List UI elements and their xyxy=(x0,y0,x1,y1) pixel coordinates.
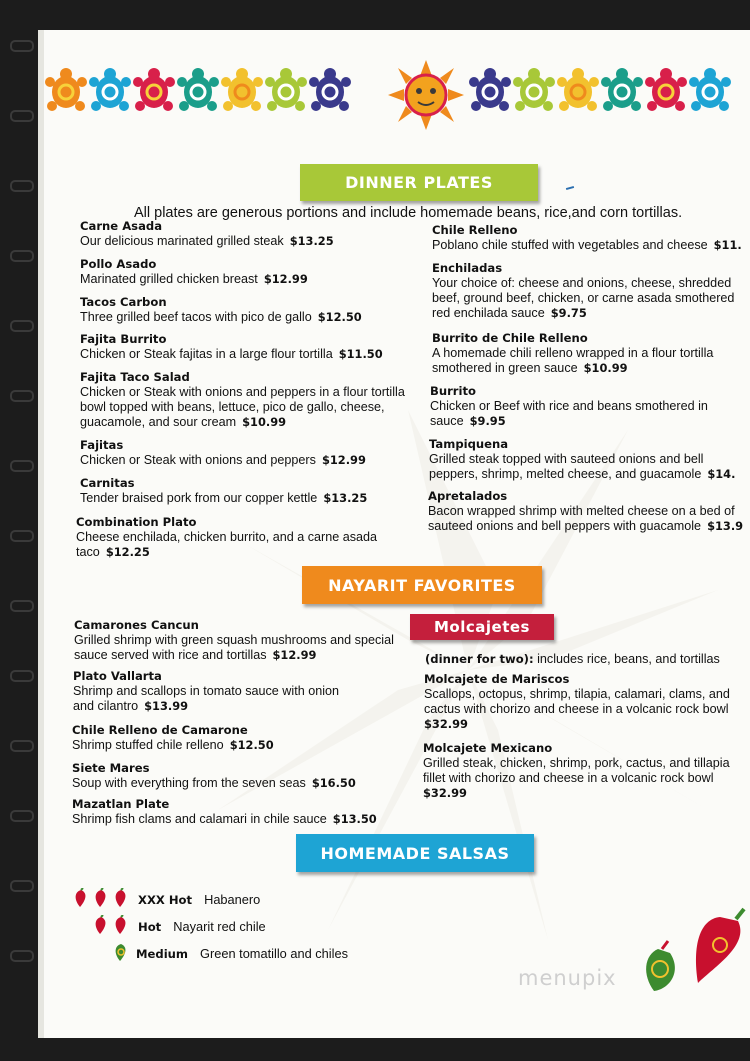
item-name: Fajitas xyxy=(80,438,124,452)
item-desc: Your choice of: cheese and onions, cheese, shredded beef, ground beef, chicken, or carne asada smothered red enchilada sauce xyxy=(432,276,735,320)
item-price: $11. xyxy=(713,238,742,252)
item-name: Camarones Cancun xyxy=(74,618,199,632)
menu-item xyxy=(80,369,420,430)
turtle-icon xyxy=(308,66,352,120)
item-name: Plato Vallarta xyxy=(73,669,162,683)
item-name: Siete Mares xyxy=(72,761,150,775)
salsa-row xyxy=(112,942,348,965)
item-price: $11.50 xyxy=(338,347,383,361)
menu-item xyxy=(80,294,410,325)
item-desc: Grilled steak, chicken, shrimp, pork, cactus, and tillapia fillet with chorizo and cheese in a volcanic rock bowl xyxy=(423,756,730,785)
menu-item xyxy=(80,475,410,506)
salsa-level: Medium xyxy=(136,946,189,961)
turtle-icon xyxy=(556,66,600,120)
binder-rings xyxy=(10,40,32,1020)
item-name: Mazatlan Plate xyxy=(72,797,170,811)
salsa-row xyxy=(92,915,266,938)
menu-item xyxy=(80,218,410,249)
dinner-intro-text: All plates are generous portions and include homemade beans, rice,and corn tortillas. xyxy=(134,205,683,221)
turtle-icon xyxy=(688,66,732,120)
menu-item xyxy=(424,671,744,732)
menu-item xyxy=(72,760,392,791)
item-price: $13.25 xyxy=(289,234,334,248)
item-desc: Poblano chile stuffed with vegetables and cheese xyxy=(432,238,708,252)
item-price: $10.99 xyxy=(583,361,628,375)
item-desc: Grilled shrimp with green squash mushrooms and special sauce served with rice and tortillas xyxy=(74,633,394,662)
item-desc: Shrimp and scallops in tomato sauce with onion and cilantro xyxy=(73,684,340,713)
item-name: Tampiquena xyxy=(429,437,509,451)
item-desc: Marinated grilled chicken breast xyxy=(80,272,258,286)
menu-item xyxy=(432,222,750,253)
sun-icon xyxy=(388,60,464,134)
item-name: Carne Asada xyxy=(80,219,163,233)
note-text: includes rice, beans, and tortillas xyxy=(537,652,720,666)
item-price: $12.50 xyxy=(229,738,274,752)
binder-bottom-edge xyxy=(0,1038,750,1061)
salsa-level: XXX Hot xyxy=(138,892,193,907)
turtle-icon xyxy=(220,66,264,120)
item-price: $12.99 xyxy=(321,453,366,467)
item-desc: Scallops, octopus, shrimp, tilapia, calamari, clams, and cactus with chorizo and cheese in a volcanic rock bowl xyxy=(424,687,730,716)
green-pepper-icon xyxy=(112,942,130,965)
item-desc: Our delicious marinated grilled steak xyxy=(80,234,284,248)
menu-item xyxy=(74,617,414,663)
homemade-salsas-banner: HOMEMADE SALSAS xyxy=(296,834,534,872)
menu-item xyxy=(432,330,742,376)
item-desc: A homemade chili relleno wrapped in a flour tortilla smothered in green sauce xyxy=(432,346,714,375)
pepper-icon xyxy=(92,915,110,938)
item-name: Tacos Carbon xyxy=(80,295,167,309)
item-desc: Soup with everything from the seven seas xyxy=(72,776,306,790)
pepper-icon xyxy=(72,888,90,911)
menupix-watermark: menupix xyxy=(518,966,617,990)
item-name: Fajita Burrito xyxy=(80,332,167,346)
item-name: Combination Plato xyxy=(76,515,197,529)
menu-item xyxy=(73,668,363,714)
turtle-icon xyxy=(264,66,308,120)
turtle-icon xyxy=(44,66,88,120)
turtle-icon xyxy=(644,66,688,120)
item-price: $12.50 xyxy=(317,310,362,324)
item-price: $32.99 xyxy=(424,717,468,731)
item-price: $13.9 xyxy=(707,519,744,533)
item-price: $12.99 xyxy=(263,272,308,286)
menu-item xyxy=(423,740,745,801)
decorative-peppers xyxy=(640,905,750,1004)
item-name: Apretalados xyxy=(428,489,508,503)
menu-item xyxy=(80,331,410,362)
item-price: $32.99 xyxy=(423,786,467,800)
turtle-icon xyxy=(600,66,644,120)
item-desc: Chicken or Beef with rice and beans smothered in sauce xyxy=(430,399,708,428)
pepper-icon xyxy=(112,915,130,938)
item-name: Chile Relleno de Camarone xyxy=(72,723,248,737)
molcajetes-banner: Molcajetes xyxy=(410,614,554,640)
item-name: Burrito xyxy=(430,384,477,398)
menu-item xyxy=(430,383,720,429)
item-desc: Tender braised pork from our copper kettle xyxy=(80,491,318,505)
menu-item xyxy=(428,488,750,534)
item-price: $14. xyxy=(707,467,736,481)
pepper-icon xyxy=(92,888,110,911)
menu-item xyxy=(76,514,396,560)
item-price: $9.75 xyxy=(550,306,587,320)
pepper-icon xyxy=(112,888,130,911)
molcajetes-note xyxy=(425,652,720,666)
item-name: Pollo Asado xyxy=(80,257,157,271)
salsa-desc: Green tomatillo and chiles xyxy=(200,946,348,961)
item-price: $13.25 xyxy=(323,491,368,505)
item-desc: Bacon wrapped shrimp with melted cheese on a bed of sauteed onions and bell peppers with guacamole xyxy=(428,504,735,533)
item-name: Molcajete de Mariscos xyxy=(424,672,570,686)
salsa-desc: Nayarit red chile xyxy=(173,919,266,934)
turtle-icon xyxy=(512,66,556,120)
item-desc: Cheese enchilada, chicken burrito, and a carne asada taco xyxy=(76,530,378,559)
item-name: Burrito de Chile Relleno xyxy=(432,331,588,345)
item-desc: Three grilled beef tacos with pico de gallo xyxy=(80,310,312,324)
item-name: Carnitas xyxy=(80,476,135,490)
item-price: $12.25 xyxy=(105,545,150,559)
menu-item xyxy=(72,796,412,827)
turtle-icon xyxy=(132,66,176,120)
item-price: $9.95 xyxy=(469,414,506,428)
item-desc: Shrimp stuffed chile relleno xyxy=(72,738,224,752)
item-name: Chile Relleno xyxy=(432,223,518,237)
turtle-icon xyxy=(176,66,220,120)
item-desc: Chicken or Steak with onions and peppers in a flour tortilla bowl topped with beans, lettuce, pico de gallo, cheese, guacamole, and sour cream xyxy=(80,385,405,429)
menu-item xyxy=(72,722,392,753)
turtle-border xyxy=(38,60,748,160)
item-name: Fajita Taco Salad xyxy=(80,370,190,384)
note-label: (dinner for two): xyxy=(425,652,534,666)
item-desc: Chicken or Steak with onions and peppers xyxy=(80,453,316,467)
menu-item xyxy=(432,260,750,321)
salsa-row xyxy=(72,888,260,911)
menu-item xyxy=(429,436,747,482)
turtle-icon xyxy=(88,66,132,120)
item-price: $13.99 xyxy=(144,699,189,713)
item-price: $10.99 xyxy=(242,415,287,429)
nayarit-favorites-banner: NAYARIT FAVORITES xyxy=(302,566,542,604)
item-desc: Grilled steak topped with sauteed onions and bell peppers, shrimp, melted cheese, and guacamole xyxy=(429,452,704,481)
item-desc: Shrimp fish clams and calamari in chile sauce xyxy=(72,812,327,826)
turtle-icon xyxy=(468,66,512,120)
item-name: Molcajete Mexicano xyxy=(423,741,553,755)
item-price: $16.50 xyxy=(311,776,356,790)
item-desc: Chicken or Steak fajitas in a large flour tortilla xyxy=(80,347,333,361)
menu-item xyxy=(80,256,410,287)
item-name: Enchiladas xyxy=(432,261,503,275)
item-price: $12.99 xyxy=(272,648,317,662)
item-price: $13.50 xyxy=(332,812,377,826)
salsa-desc: Habanero xyxy=(204,892,261,907)
salsa-level: Hot xyxy=(138,919,162,934)
menu-item xyxy=(80,437,410,468)
dinner-plates-banner: DINNER PLATES xyxy=(300,164,538,201)
